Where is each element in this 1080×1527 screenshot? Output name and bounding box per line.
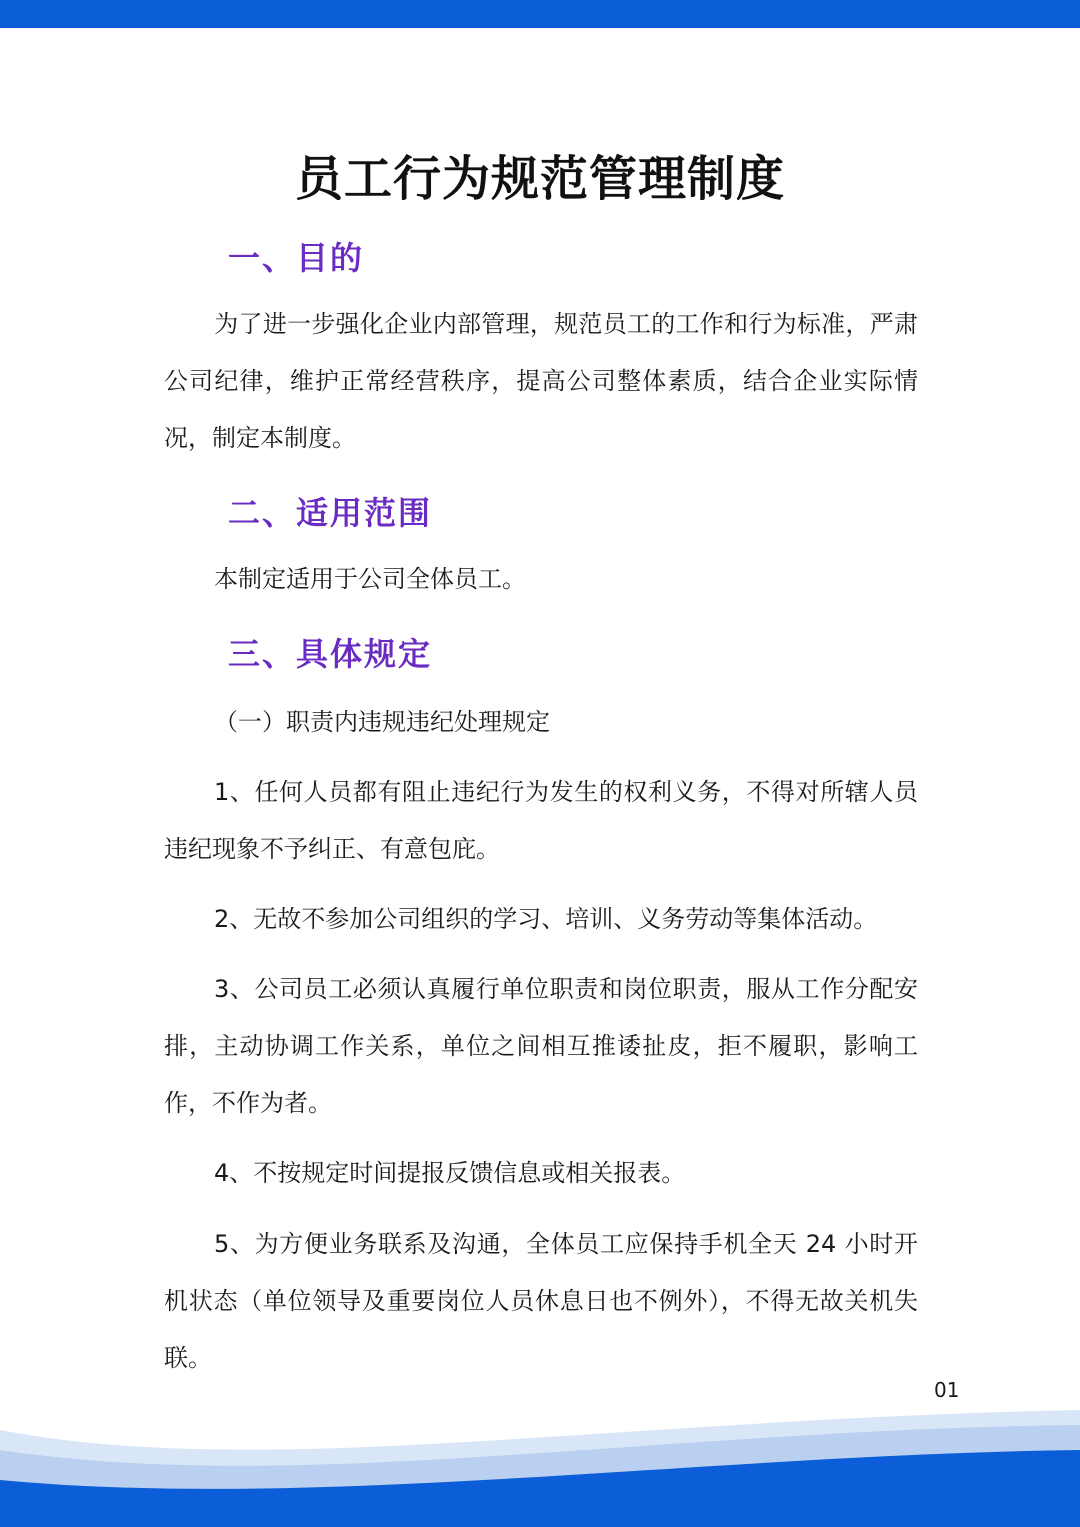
rule-item-1 — [164, 764, 918, 878]
section-heading-scope: 二、适用范围 — [228, 494, 433, 532]
rule-item-1-text: 1、任何人员都有阻止违纪行为发生的权利义务，不得对所辖人员违纪现象不予纠正、有意包庇。 — [164, 778, 918, 863]
footer-wave-decoration — [0, 1400, 1080, 1527]
rule-item-3 — [164, 961, 918, 1132]
rule-item-5 — [164, 1216, 918, 1387]
paragraph-scope-text: 本制定适用于公司全体员工。 — [214, 565, 526, 593]
rule-item-4-text: 4、不按规定时间提报反馈信息或相关报表。 — [214, 1159, 686, 1187]
paragraph-purpose-text: 为了进一步强化企业内部管理，规范员工的工作和行为标准，严肃公司纪律，维护正常经营秩序，提高公司整体素质，结合企业实际情况，制定本制度。 — [164, 310, 918, 452]
top-accent-bar — [0, 0, 1080, 28]
document-title: 员工行为规范管理制度 — [294, 151, 785, 207]
subheading-violations: （一）职责内违规违纪处理规定 — [214, 708, 550, 736]
rule-item-4 — [164, 1145, 918, 1202]
section-heading-rules: 三、具体规定 — [228, 635, 433, 673]
page-number: 01 — [934, 1378, 960, 1402]
rule-item-2-text: 2、无故不参加公司组织的学习、培训、义务劳动等集体活动。 — [214, 905, 878, 933]
rule-item-2 — [164, 891, 918, 948]
paragraph-scope — [164, 551, 918, 608]
rule-item-3-text: 3、公司员工必须认真履行单位职责和岗位职责，服从工作分配安排，主动协调工作关系，单位之间相互推诿扯皮，拒不履职，影响工作，不作为者。 — [164, 975, 918, 1117]
rule-item-5-text: 5、为方便业务联系及沟通，全体员工应保持手机全天 24 小时开机状态（单位领导及重要岗位人员休息日也不例外），不得无故关机失联。 — [164, 1230, 918, 1372]
paragraph-purpose — [164, 296, 918, 467]
section-heading-purpose: 一、目的 — [228, 239, 365, 277]
